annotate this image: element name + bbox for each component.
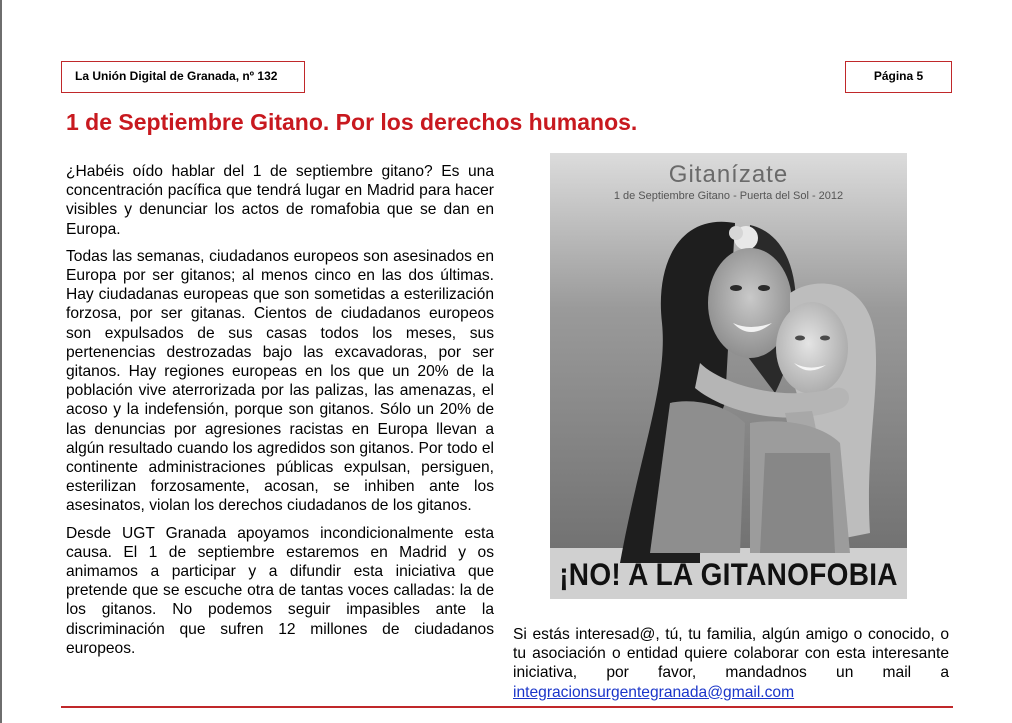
publication-header: La Unión Digital de Granada, nº 132 [61,61,305,93]
poster-slogan: ¡NO! A LA GITANOFOBIA [559,557,898,592]
article-paragraph: Desde UGT Granada apoyamos incondicionalmente esta causa. El 1 de septiembre estaremos en Madrid y os animamos a participar y a difundir esta iniciativa que pretende que se escuche otra de tantas voces calladas: la de los gitanos. No podemos seguir impasibles ante la discriminación que sufren 12 millones de ciudadanos europeos. [66,524,494,657]
page-left-edge [0,0,2,723]
footer-divider [61,706,953,708]
poster-photo [550,153,907,599]
article-paragraph: ¿Habéis oído hablar del 1 de septiembre gitano? Es una concentración pacífica que tendrá lugar en Madrid para hacer visibles y denunciar los actos de romafobia que se dan en Europa. [66,163,494,238]
article-title: 1 de Septiembre Gitano. Por los derechos humanos. [66,109,638,135]
contact-email-link[interactable]: integracionsurgentegranada@gmail.com [513,683,795,701]
article-paragraph: Todas las semanas, ciudadanos europeos son asesinados en Europa por ser gitanos; al menos cinco en las dos últimas. Hay ciudadanas europeas que son sometidas a esterilización forzosa, por ser gitanas. Cientos de ciudadanos europeos son expulsados de sus casas todos los meses, sus pertenencias destrozadas bajo las excavadoras, por ser gitanos. Hay regiones europeas en los que un 20% de la población vive aterrorizada por las palizas, las amenazas, el acoso y la indefensión, porque son gitanos. Sólo un 20% de las denuncias por agresiones racistas en Europa llevan a algún resultado cuando los agredidos son gitanos. Por todo el continente administraciones públicas expulsan, persiguen, esterilizan forzosamente, acosan, se inhiben ante los asesinatos, violan los derechos ciudadanos de los gitanos. [66,247,494,515]
poster-title: Gitanízate [668,161,789,188]
contact-paragraph [513,625,949,702]
poster-subtitle: 1 de Septiembre Gitano - Puerta del Sol - 2012 [613,190,844,202]
contact-text: Si estás interesad@, tú, tu familia, algún amigo o conocido, o tu asociación o entidad quiere colaborar con esta interesante iniciativa, por favor, mandadnos un mail a [513,626,949,682]
campaign-poster [550,153,907,599]
page-number: Página 5 [845,61,952,93]
article-body [66,162,494,666]
